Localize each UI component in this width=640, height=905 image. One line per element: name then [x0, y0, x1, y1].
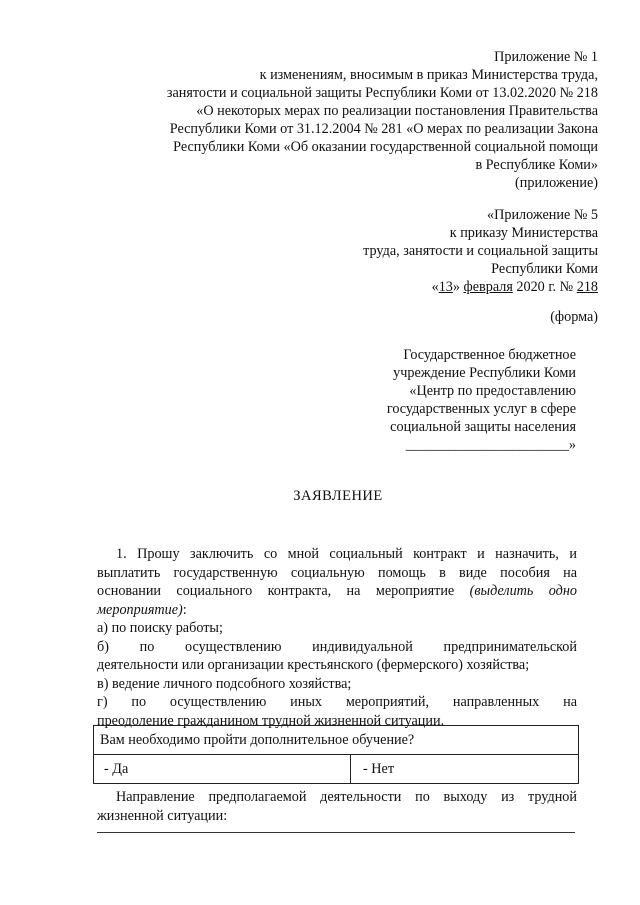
appendix-line-4: «О некоторых мерах по реализации постановления Правительства [196, 103, 598, 119]
training-no-option[interactable]: - Нет [351, 755, 579, 784]
option-b-line-1: б) по осуществлению индивидуальной предпринимательской [97, 638, 577, 655]
training-yes-option[interactable]: - Да [94, 755, 351, 784]
option-d-line-1: г) по осуществлению иных мероприятий, направленных на [97, 694, 577, 710]
document-title: ЗАЯВЛЕНИЕ [293, 488, 383, 504]
order-year: 2020 г. № [512, 279, 577, 295]
order-day: 13 [438, 279, 453, 295]
option-a: а) по поиску работы; [97, 620, 223, 636]
form-label: (форма) [550, 309, 598, 325]
training-table [93, 725, 579, 784]
quote-close: » [452, 279, 460, 295]
paragraph-line-2: выплатить государственную социальную помощь в виде пособия на [97, 564, 577, 581]
option-b-line-2: деятельности или организации крестьянского (фермерского) хозяйства; [97, 657, 530, 673]
recipient-line-3: «Центр по предоставлению [409, 383, 576, 399]
recipient-line-5: социальной защиты населения [390, 419, 576, 435]
option-c: в) ведение личного подсобного хозяйства; [97, 675, 352, 692]
paragraph-line-4 [97, 601, 577, 620]
appendix-line-6: Республики Коми «Об оказании государственной социальной помощи [173, 139, 598, 155]
order-line-1: «Приложение № 5 [487, 207, 598, 223]
order-reference [363, 206, 598, 296]
appendix-line-7: в Республике Коми» [475, 157, 598, 173]
paragraph-line-3 [97, 582, 577, 601]
order-date-line [363, 278, 598, 296]
appendix-header [167, 48, 598, 192]
direction-paragraph [97, 788, 577, 825]
direction-line-1: Направление предполагаемой деятельности по выходу из трудной [116, 789, 577, 805]
recipient-block [387, 346, 576, 454]
order-month: февраля [463, 279, 513, 295]
order-line-4: Республики Коми [491, 261, 598, 277]
order-line-3: труда, занятости и социальной защиты [363, 243, 598, 259]
appendix-line-1: Приложение № 1 [494, 49, 598, 65]
option-d-line-2: преодоление гражданином трудной жизненной ситуации. [97, 712, 445, 729]
date-prefix: « [431, 279, 439, 295]
recipient-line-6: _______________________» [405, 437, 576, 453]
appendix-line-2: к изменениям, вносимым в приказ Министерства труда, [259, 67, 598, 83]
main-paragraph [97, 545, 577, 730]
paragraph-line-3-italic: (выделить одно [469, 583, 577, 599]
order-line-2: к приказу Министерства [449, 225, 598, 241]
appendix-line-5: Республики Коми от 31.12.2004 № 281 «О мерах по реализации Закона [169, 121, 598, 137]
direction-answer-line[interactable] [97, 832, 575, 833]
paragraph-line-3-text: основании социального контракта, на мероприятие [97, 583, 470, 599]
order-number: 218 [576, 279, 598, 295]
recipient-line-4: государственных услуг в сфере [386, 401, 576, 417]
appendix-line-8: (приложение) [515, 175, 598, 191]
paragraph-line-1: 1. Прошу заключить со мной социальный контракт и назначить, и [116, 546, 577, 562]
appendix-line-3: занятости и социальной защиты Республики Коми от 13.02.2020 № 218 [166, 85, 598, 101]
direction-line-2: жизненной ситуации: [97, 807, 228, 824]
paragraph-line-4-italic: мероприятие) [97, 601, 183, 618]
paragraph-line-4-text: : [182, 601, 187, 618]
recipient-line-2: учреждение Республики Коми [393, 365, 576, 381]
recipient-line-1: Государственное бюджетное [403, 347, 576, 363]
training-question: Вам необходимо пройти дополнительное обучение? [94, 726, 579, 755]
